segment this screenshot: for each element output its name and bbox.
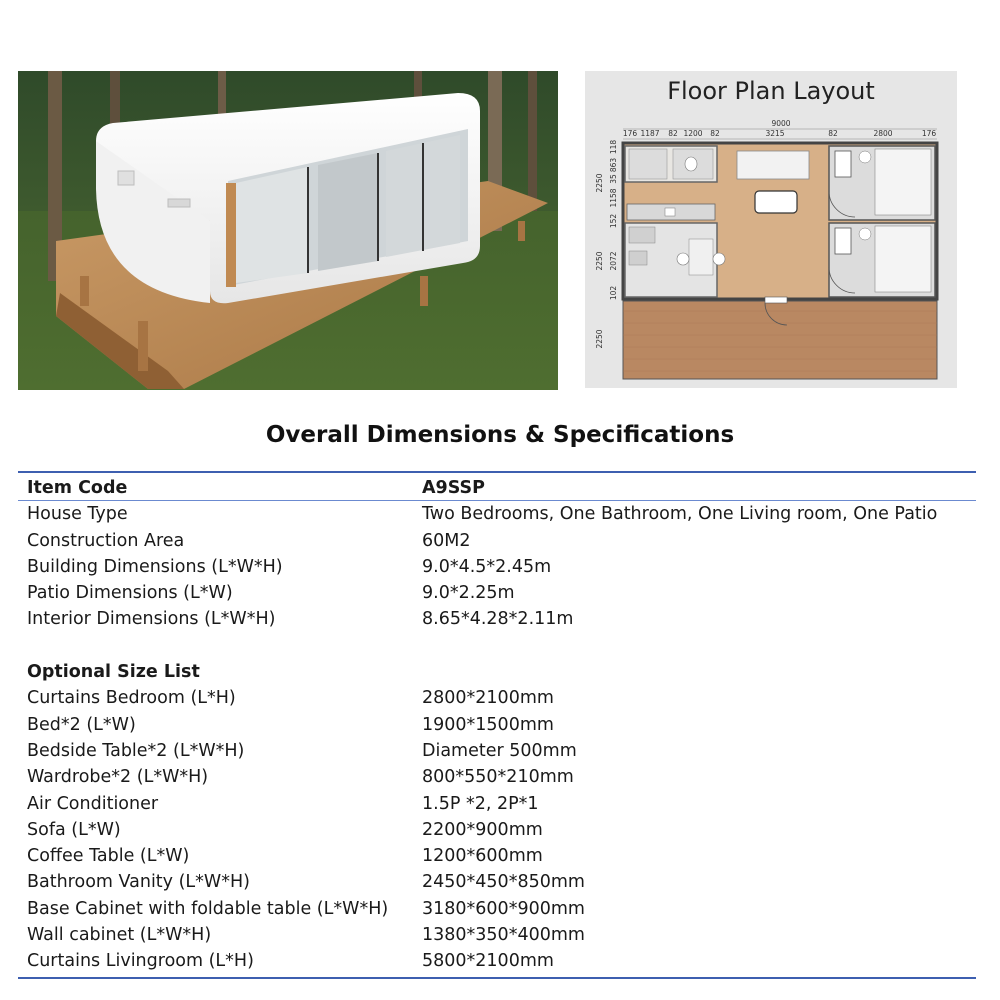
- house-photo-illustration: [18, 71, 558, 390]
- floor-plan-panel: [585, 71, 957, 388]
- section-title: Overall Dimensions & Specifications: [265, 422, 735, 448]
- optional-row: [27, 817, 967, 843]
- optional-value: 1380*350*400mm: [422, 925, 585, 946]
- optional-row: [27, 948, 967, 974]
- dim-top-8: 2800: [873, 129, 893, 138]
- item-code-value: A9SSP: [422, 478, 485, 498]
- optional-value: 1200*600mm: [422, 846, 543, 867]
- spec-value: Two Bedrooms, One Bathroom, One Living room, One Patio: [422, 504, 938, 525]
- optional-value: 1900*1500mm: [422, 714, 554, 735]
- dim-left-8: 2072: [609, 251, 618, 271]
- spec-value: 9.0*2.25m: [422, 583, 515, 604]
- optional-value: 2800*2100mm: [422, 688, 554, 709]
- spec-value: 60M2: [422, 530, 471, 551]
- dim-left-1: 2250: [595, 173, 604, 193]
- dim-top-4: 1200: [683, 129, 703, 138]
- optional-label: Bed*2 (L*W): [27, 714, 136, 735]
- dim-top-6: 3215: [765, 129, 785, 138]
- spec-row: [27, 528, 967, 554]
- dim-left-5: 1158: [609, 188, 618, 208]
- optional-label: Curtains Livingroom (L*H): [27, 951, 254, 972]
- optional-row: [27, 764, 967, 790]
- dim-top-5: 82: [710, 129, 720, 138]
- optional-value: 2450*450*850mm: [422, 872, 585, 893]
- optional-label: Bathroom Vanity (L*W*H): [27, 872, 250, 893]
- optional-size-list-title: Optional Size List: [27, 662, 200, 683]
- dim-total-width: 9000: [771, 119, 791, 128]
- spec-label: Building Dimensions (L*W*H): [27, 556, 283, 577]
- optional-label: Coffee Table (L*W): [27, 846, 190, 867]
- dim-left-3: 863: [609, 157, 618, 173]
- house-photo: [18, 71, 558, 390]
- optional-label: Wardrobe*2 (L*W*H): [27, 767, 209, 788]
- optional-label: Curtains Bedroom (L*H): [27, 688, 236, 709]
- optional-label: Base Cabinet with foldable table (L*W*H): [27, 898, 389, 919]
- dim-top-3: 82: [668, 129, 678, 138]
- optional-row: [27, 791, 967, 817]
- spec-row: [27, 501, 967, 527]
- optional-value: 1.5P *2, 2P*1: [422, 793, 539, 814]
- dim-top-7: 82: [828, 129, 838, 138]
- table-bottom-rule: [18, 977, 976, 979]
- optional-label: Wall cabinet (L*W*H): [27, 925, 212, 946]
- optional-row: [27, 922, 967, 948]
- optional-row: [27, 738, 967, 764]
- optional-label: Air Conditioner: [27, 793, 159, 814]
- item-code-row: [27, 475, 967, 501]
- dim-left-6: 152: [609, 213, 618, 229]
- floor-plan-title: Floor Plan Layout: [667, 77, 875, 105]
- optional-row: [27, 843, 967, 869]
- optional-label: Bedside Table*2 (L*W*H): [27, 740, 245, 761]
- optional-row: [27, 685, 967, 711]
- floor-plan-drawing: [585, 71, 957, 388]
- spec-row: [27, 580, 967, 606]
- optional-value: 800*550*210mm: [422, 767, 574, 788]
- dim-left-7: 2250: [595, 251, 604, 271]
- spec-value: 8.65*4.28*2.11m: [422, 609, 574, 630]
- dim-top-1: 176: [622, 129, 638, 138]
- optional-value: 5800*2100mm: [422, 951, 554, 972]
- optional-row: [27, 896, 967, 922]
- dim-left-10: 2250: [595, 329, 604, 349]
- table-top-rule: [18, 471, 976, 473]
- dim-left-9: 102: [609, 285, 618, 301]
- item-code-label: Item Code: [27, 478, 128, 498]
- spec-row: [27, 606, 967, 632]
- spec-table: [27, 475, 967, 975]
- optional-value: 2200*900mm: [422, 819, 543, 840]
- spec-label: House Type: [27, 504, 128, 525]
- dim-left-2: 118: [609, 139, 618, 155]
- optional-row: [27, 869, 967, 895]
- spec-label: Construction Area: [27, 530, 185, 551]
- optional-size-list-heading: [27, 659, 967, 685]
- dim-top-9: 176: [921, 129, 937, 138]
- spec-row: [27, 554, 967, 580]
- optional-value: 3180*600*900mm: [422, 898, 585, 919]
- optional-row: [27, 712, 967, 738]
- spec-label: Interior Dimensions (L*W*H): [27, 609, 276, 630]
- spec-label: Patio Dimensions (L*W): [27, 583, 233, 604]
- optional-label: Sofa (L*W): [27, 819, 121, 840]
- dim-left-4: 35: [609, 174, 618, 184]
- optional-value: Diameter 500mm: [422, 740, 577, 761]
- spec-value: 9.0*4.5*2.45m: [422, 556, 552, 577]
- dim-top-2: 1187: [640, 129, 660, 138]
